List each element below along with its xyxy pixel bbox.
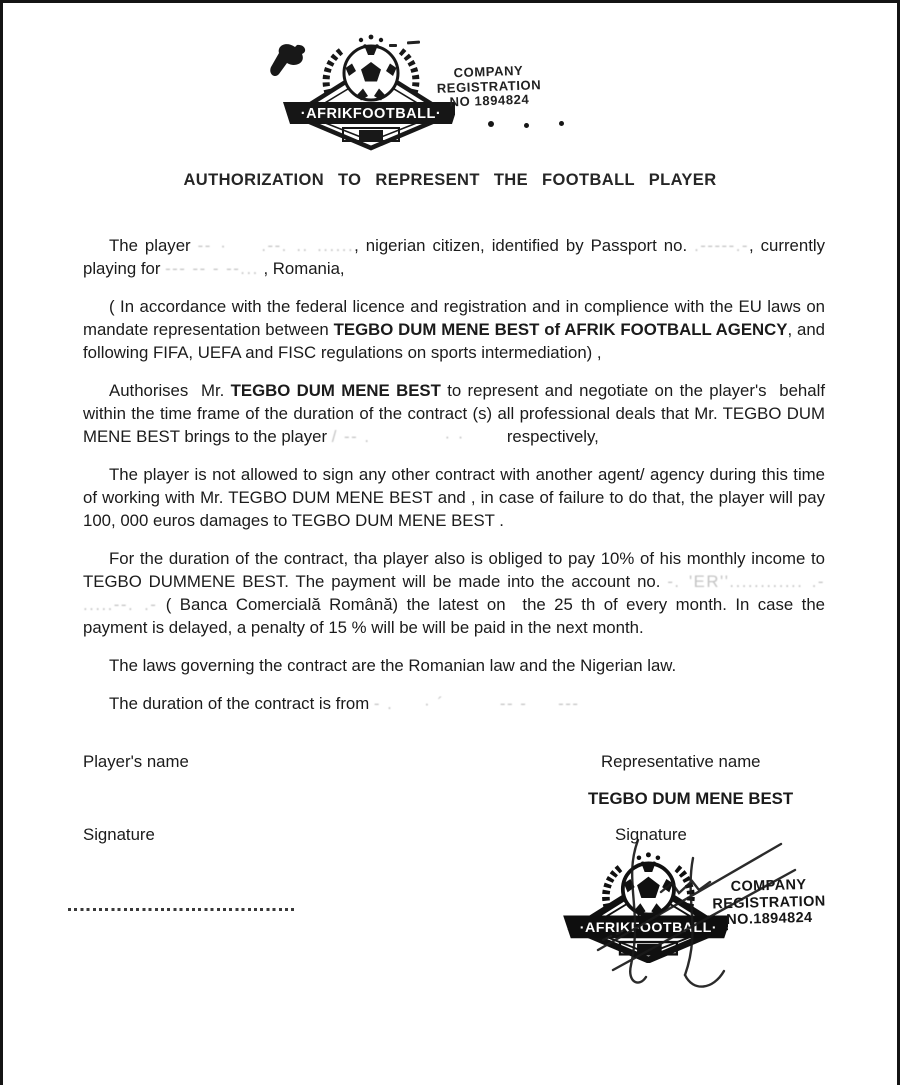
stray-dot xyxy=(488,121,494,127)
paragraph: Authorises Mr. TEGBO DUM MENE BEST to represent and negotiate on the player's behalf within the time frame of the duration of the contract (s) all professional deals that Mr. TEGBO DUM MENE BEST brings to the player / -- . · · respectively, xyxy=(83,381,825,446)
paragraph: ( In accordance with the federal licence and registration and in complience with the EU laws on mandate representation between TEGBO DUM MENE BEST of AFRIK FOOTBALL AGENCY, and following FIFA, UEFA and FISC regulations on sports intermediation) , xyxy=(83,297,826,362)
redacted-text: .-----.- xyxy=(694,236,749,255)
signature-label-left: Signature xyxy=(83,825,155,844)
representative-name-value: TEGBO DUM MENE BEST xyxy=(588,789,794,808)
signature-label-right: Signature xyxy=(615,825,687,844)
document-title: AUTHORIZATION TO REPRESENT THE FOOTBALL PLAYER xyxy=(183,171,717,189)
paragraph: The player -- · .--. .. ......, nigerian citizen, identified by Passport no. .-----.-, currently playing for --- -- - --... , Romania, xyxy=(83,236,825,278)
players-name-label: Player's name xyxy=(83,752,189,771)
reg-line-1: COMPANY xyxy=(453,62,524,81)
signature-section xyxy=(3,738,900,1085)
document-body xyxy=(83,234,825,730)
reg-line-2: REGISTRATION xyxy=(712,893,826,912)
paragraph: For the duration of the contract, tha player also is obliged to pay 10% of his monthly income to TEGBO DUMMENE BEST. The payment will be made into the account no. -. 'ER''............ .- .....--. .- ( Banca Comercială Română) the latest on the 25 th of every month. In case the payment is delayed, a penalty of 15 % will be will be paid in the next month. xyxy=(83,549,826,637)
banner-text: ·AFRIKFOOTBALL· xyxy=(579,920,718,937)
redacted-text: / -- . · · xyxy=(331,427,465,446)
reg-line-3: NO 1894824 xyxy=(449,91,530,110)
representative-name-label: Representative name xyxy=(601,752,761,771)
paragraph: The player is not allowed to sign any other contract with another agent/ agency during this time of working with Mr. TEGBO DUM MENE BEST and , in case of failure to do that, the player will pay 100, 000 euros damages to TEGBO DUM MENE BEST . xyxy=(83,465,825,530)
soccer-ball xyxy=(344,46,398,101)
redacted-text: -- · .--. .. ...... xyxy=(197,236,355,255)
paragraph: The laws governing the contract are the Romanian law and the Nigerian law. xyxy=(109,656,677,675)
stray-dot xyxy=(524,123,529,128)
redacted-text: -. 'ER''............ .- .....--. .- xyxy=(83,572,826,614)
redacted-text: --- -- - --... xyxy=(165,259,259,278)
reg-line-2: REGISTRATION xyxy=(436,76,542,96)
company-registration-top xyxy=(430,63,547,111)
afrikfootball-badge-top xyxy=(265,33,455,151)
reg-line-1: COMPANY xyxy=(730,877,807,895)
signature-dotted-line xyxy=(68,908,296,911)
stray-dot xyxy=(559,121,564,126)
banner-text: ·AFRIKFOOTBALL· xyxy=(300,106,442,122)
redacted-text: - . · ´ -- - --- xyxy=(373,694,580,713)
reg-line-3: NO.1894824 xyxy=(726,909,813,929)
handwritten-signature xyxy=(543,828,895,1008)
ink-blot xyxy=(270,44,305,76)
paragraph: The duration of the contract is from - . · ´ -- - --- xyxy=(109,694,580,713)
stray-mark xyxy=(389,44,397,47)
